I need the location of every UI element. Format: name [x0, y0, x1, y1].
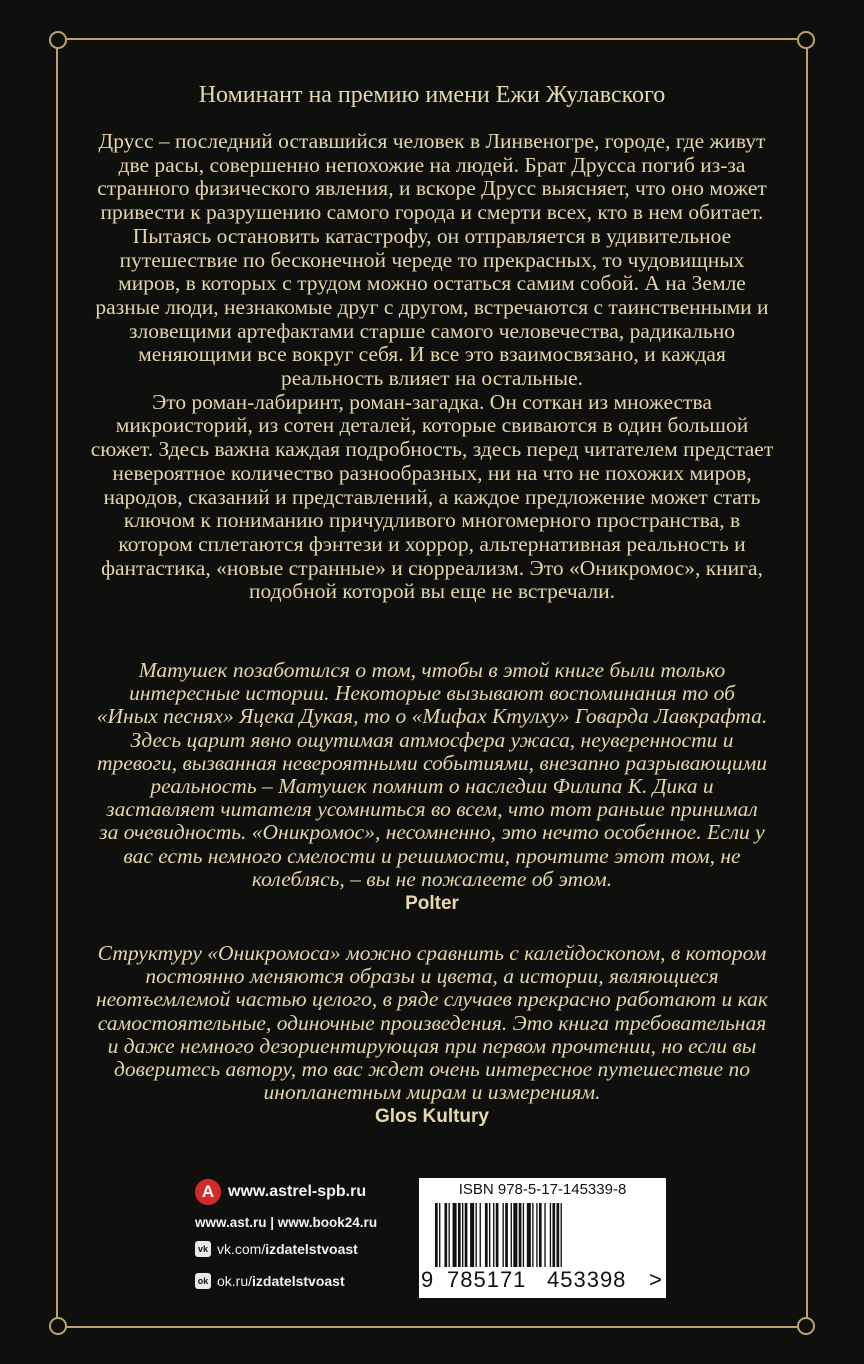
- barcode-bar: [485, 1203, 488, 1267]
- barcode-bar: [458, 1203, 461, 1267]
- barcode-group-left: 785171: [447, 1267, 527, 1292]
- barcode-bar: [503, 1203, 504, 1267]
- barcode-bar: [496, 1203, 499, 1267]
- sites-line[interactable]: www.ast.ru | www.book24.ru: [195, 1215, 378, 1230]
- barcode-bar: [550, 1203, 551, 1267]
- barcode-group-right: 453398: [547, 1267, 627, 1292]
- frame-corner-ornament: [49, 31, 67, 49]
- barcode-bars: [435, 1203, 645, 1267]
- barcode-bar: [505, 1203, 508, 1267]
- ok-prefix: ok.ru/: [217, 1273, 253, 1289]
- barcode-bar: [480, 1203, 481, 1267]
- barcode-bar: [519, 1203, 522, 1267]
- barcode-bar: [439, 1203, 440, 1267]
- publisher-site-link[interactable]: [195, 1178, 366, 1206]
- barcode-bar: [527, 1203, 531, 1267]
- frame-corner-ornament: [797, 31, 815, 49]
- barcode-bar: [444, 1203, 447, 1267]
- barcode-bar: [489, 1203, 490, 1267]
- barcode-bar: [449, 1203, 450, 1267]
- site-url: www.astrel-spb.ru: [228, 1183, 367, 1200]
- quote-source: Glos Kultury: [374, 1106, 489, 1128]
- vk-icon: vk: [195, 1241, 211, 1257]
- barcode-bar: [435, 1203, 438, 1267]
- barcode-bar: [513, 1203, 517, 1267]
- barcode-bar: [453, 1203, 457, 1267]
- barcode-bar: [552, 1203, 555, 1267]
- barcode-bar: [465, 1203, 468, 1267]
- astrel-logo-icon: А: [195, 1179, 221, 1205]
- ok-link[interactable]: [195, 1273, 345, 1289]
- vk-link[interactable]: [195, 1241, 358, 1257]
- vk-prefix: vk.com/: [217, 1241, 266, 1257]
- review-quote: [96, 659, 768, 915]
- barcode-bar: [561, 1203, 562, 1267]
- barcode-bar: [536, 1203, 537, 1267]
- ok-handle: izdatelstvoast: [252, 1273, 345, 1289]
- quote-source: Polter: [405, 893, 459, 915]
- review-quote: [96, 942, 768, 1128]
- barcode-bar: [462, 1203, 463, 1267]
- ok-icon: ok: [195, 1273, 211, 1289]
- barcode-bar: [470, 1203, 474, 1267]
- frame-corner-ornament: [797, 1317, 815, 1335]
- barcode-bar: [539, 1203, 542, 1267]
- barcode-first-digit: 9: [421, 1267, 435, 1292]
- barcode-arrow: >: [649, 1267, 663, 1292]
- barcode-bar: [511, 1203, 512, 1267]
- isbn-label: ISBN 978-5-17-145339-8: [458, 1181, 627, 1198]
- award-heading: Номинант на премию имени Ежи Жулавского: [198, 82, 666, 108]
- book-description: [90, 130, 774, 604]
- barcode-bar: [544, 1203, 545, 1267]
- description-paragraph: Это роман-лабиринт, роман-загадка. Он соткан из множества микроисторий, из сотен деталей, которые свиваются в один большой сюжет. Здесь важна каждая подробность, здесь перед читателем предстает невероятное количество разнообразных, ни на что не похожих миров, народов, сказаний и представлений, а каждое предложение может стать ключом к пониманию причудливого многомерного пространства, в котором сплетаются фэнтези и хоррор, альтернативная реальность и фантастика, «новые странные» и сюрреализм. Это «Оникромос», книга, подобной которой вы еще не встречали.: [90, 389, 774, 604]
- barcode-bar: [493, 1203, 494, 1267]
- isbn-barcode: [419, 1178, 666, 1298]
- quote-text: Матушек позаботился о том, чтобы в этой книге были только интересные истории. Некоторые вызывают воспоминания то об «Иных песнях» Яцека Дукая, то о «Мифах Ктулху» Говарда Лавкрафта. Здесь царит явно ощутимая атмосфера ужаса, неуверенности и тревоги, вызванная невероятными событиями, внезапно разрывающими реальность – Матушек помнит о наследии Филипа К. Дика и заставляет читателя усомниться во всем, что тот раньше принимал за очевидность. «Оникромос», несомненно, это нечто особенное. Если у вас есть немного смелости и решимости, прочтите этот том, не колеблясь, – вы не пожалеете об этом.: [96, 658, 768, 891]
- quote-text: Структуру «Оникромоса» можно сравнить с калейдоскопом, в котором постоянно меняются образы и цвета, а истории, являющиеся неотъемлемой частью целого, в ряде случаев прекрасно работают и как самостоятельные, одиночные произведения. Это книга требовательная и даже немного дезориентирующая при первом прочтении, но если вы доверитесь автору, то вас ждет очень интересное путешествие по инопланетным мирам и измерениям.: [96, 941, 768, 1105]
- frame-corner-ornament: [49, 1317, 67, 1335]
- barcode-bar: [557, 1203, 560, 1267]
- barcode-bar: [476, 1203, 477, 1267]
- description-paragraph: Друсс – последний оставшийся человек в Линвеногре, городе, где живут две расы, совершенно непохожие на людей. Брат Друсса погиб из-за странного физического явления, и вскоре Друсс выясняет, что оно может привести к разрушению самого города и смерти всех, кто в нем обитает. Пытаясь остановить катастрофу, он отправляется в удивительное путешествие по бесконечной череде то прекрасных, то чудовищных миров, в которых с трудом можно остаться самим собой. А на Земле разные люди, незнакомые друг с другом, встречаются с таинственными и зловещими артефактами старше самого человечества, радикально меняющими все вокруг себя. И все это взаимосвязано, и каждая реальность влияет на остальные.: [95, 129, 769, 391]
- barcode-bar: [532, 1203, 533, 1267]
- vk-handle: izdatelstvoast: [265, 1241, 358, 1257]
- barcode-bar: [523, 1203, 524, 1267]
